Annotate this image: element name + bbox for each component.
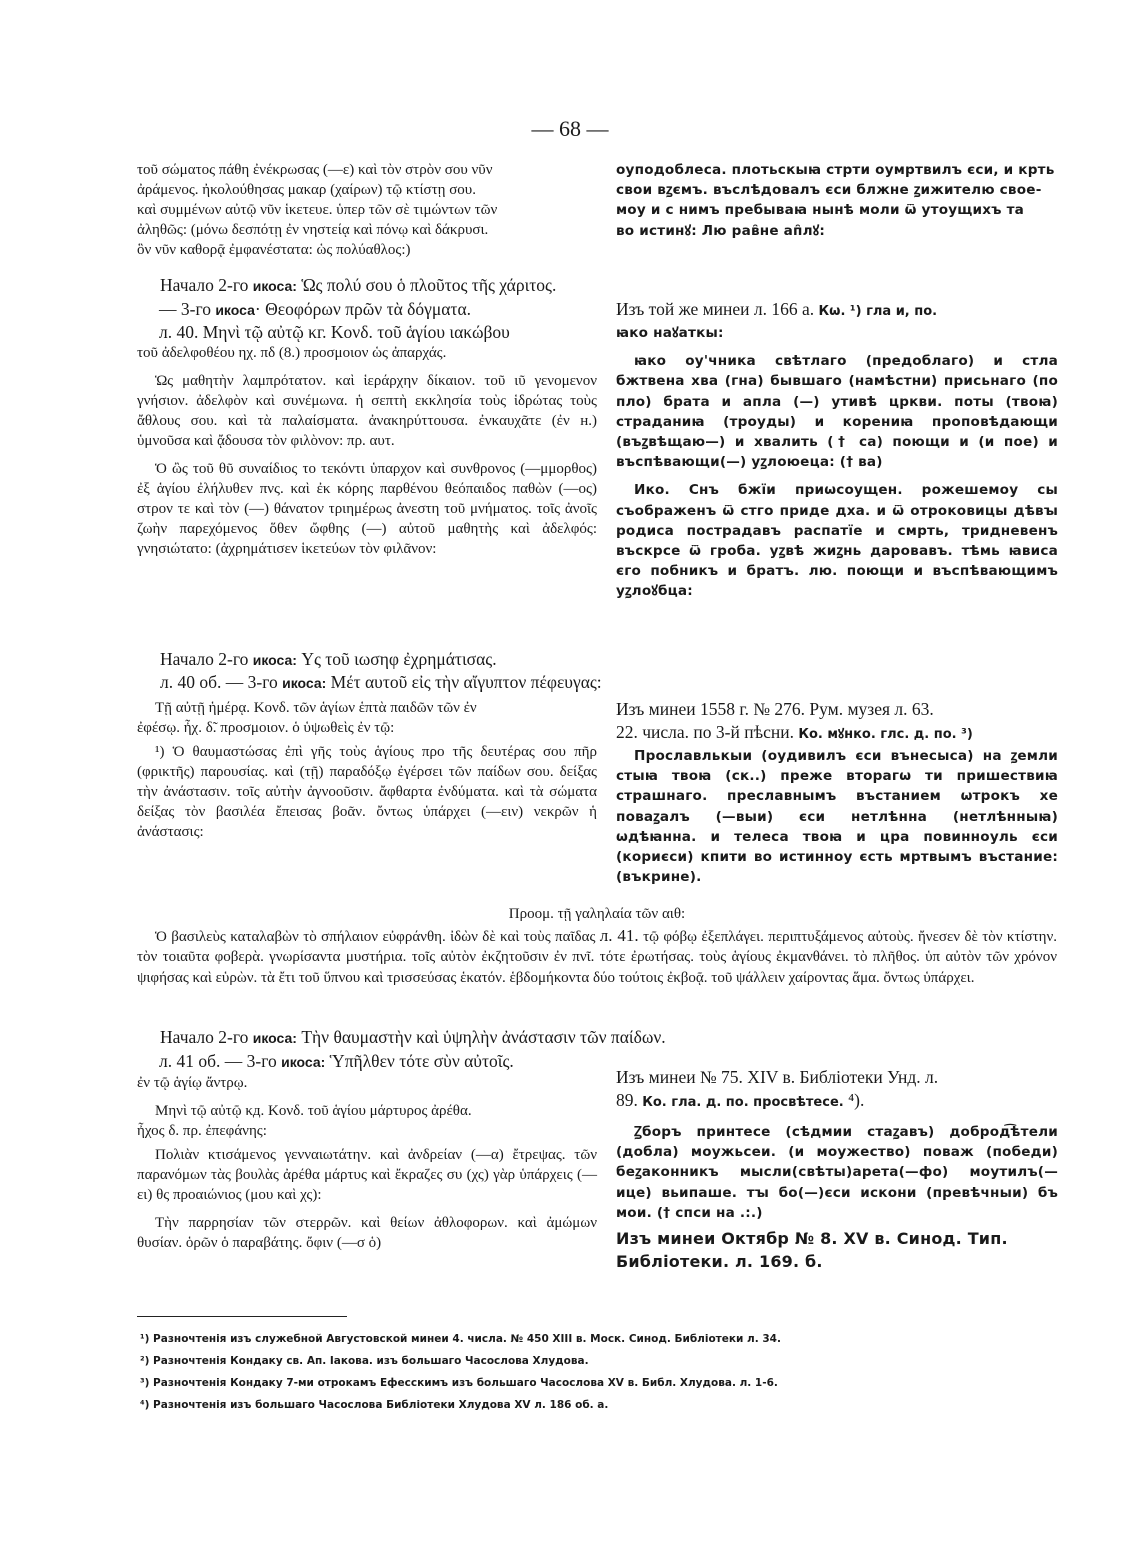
leaf-ref: л. 41. [599, 925, 639, 945]
footnote: ²) Разночтенія Кондаку св. Ап. Іакова. изъ большаго Часослова Хлудова. [140, 1355, 589, 1367]
ikos-text: Ὡς πολύ σου ὁ πλοῦτος τῆς χάριτος. [296, 275, 557, 295]
ikos-bold: икоса: [282, 675, 327, 691]
source-heading: Изъ той же минеи л. 166 а. [616, 299, 819, 319]
slavonic-ikos: Ико. Снъ бжїи приѡсоущен. рожешемоу сы съображенъ ѿ стго приде дха. и ѿ отроковицы дѣвꙑ родиса пострадавъ распатїе и смрть, тридневенъ въскрсе ѿ гроба. уꙁвѣ жиꙁнь даровавъ. тѣмь ꙗвиса єго побникъ и братъ. лю. поющи и въспѣвающимъ уꙁлоꙋбца: [616, 482, 1058, 600]
source-heading: Изъ минеи № 75. XIV в. Библіотеки Унд. л. [616, 1067, 939, 1087]
footnote: ³) Разночтенія Кондаку 7-ми отрокамъ Ефесскимъ изъ большаго Часослова XV в. Библ. Хлудова. л. 1-6. [140, 1377, 778, 1389]
source-heading: Изъ минеи 1558 г. № 276. Рум. музея л. 63. [616, 699, 934, 719]
ikos-text-paragraph: Ὁ ὢς τοῦ θῦ συναίδιος το τεκόντι ὑπαρχον καὶ συνθρονος (—μμορθος) ἐξ ἁγίου ἐλήλυθεν πνς. καὶ ἐκ κόρης παρθένου θεόπαιδος παθὼν (—ος) στρον τε καὶ τὸν (—) θάνατον τριημέρως ἀνεστη τοῦ μνήματος. τοῖς ἀνοῖς ζωὴν παρεχόμενος ὅθεν ὤφθης (—) αὐτοῦ μαθητὴς καὶ ἀδελφός: γνησιώτατο: (ἀχρημάτισεν ἱκετεύων τὸν φιλᾶνον: [137, 461, 597, 557]
source-code: Ко. мꙋнко. глс. д. по. ³) [798, 727, 973, 742]
left-column-seven-youths [137, 698, 597, 842]
kondak-text: Πολιὰν κτισάμενος γενναιωτάτην. καὶ ἀνδρείαν (—α) ἔτρεψας. τῶν παρανόμων τὰς βουλὰς ἀρέθα μάρτυς καὶ ἔκραζες συ (χς) γὰρ ὑπάρχεις (—ει) θς προαιώνιος (μου καὶ χς): [137, 1147, 597, 1203]
text-line: τοῦ σώματος πάθη ἐνέκρωσας (—ε) καὶ τὸν στρὸν σου νῦν [137, 162, 493, 178]
ikos-text: Ὑπῆλθεν τότε σὺν αὐτοῖς. [325, 1051, 514, 1071]
ikos-bold: икоса: [252, 652, 297, 668]
ikos-label: Начало 2-го [160, 275, 253, 295]
ikos-label: — 3-го [159, 299, 216, 319]
slavonic-line: ꙗко наꙋаткы: [616, 325, 724, 341]
text-line: ἐν τῷ ἁγίῳ ἄντρῳ. [137, 1075, 248, 1091]
ikos-text: Μέτ αυτοῦ εἰς τὴν αἴγυπτον πέφευγας: [326, 672, 602, 692]
text-line: ὃν νῦν καθορᾷ ἐμφανέστατα: ὡς πολύαθλος:) [137, 242, 411, 258]
source-heading: 89. [616, 1090, 643, 1110]
footnote-divider [137, 1316, 347, 1317]
text-line: ἐφέσῳ. ἦχ. δ̃. προσμοιον. ὁ ὑψωθεὶς ἐν τῷ: [137, 720, 395, 736]
footnote: ⁴) Разночтенія изъ большаго Часослова Библіотеки Хлудова XV л. 186 об. а. [140, 1399, 609, 1411]
full-width-block [137, 904, 1057, 988]
text-line: Τῇ αὐτῇ ἡμέρᾳ. Κονδ. τῶν ἁγίων ἑπτὰ παιδῶν τῶν ἐν [155, 700, 477, 716]
kondak-title: Μηνὶ τῷ αὐτῷ κг. Κονδ. τοῦ ἁγίου ιακώβου [202, 322, 510, 342]
source-code: Кѡ. ¹) гла и, по. [818, 304, 938, 319]
leaf-ref: л. 41 об. — 3-го [159, 1051, 282, 1071]
ikos-label: Начало 2-го [160, 1027, 253, 1047]
ikos-text: Τὴν θαυμαστὴν καὶ ὑψηλὴν ἀνάστασιν τῶν παίδων. [296, 1027, 666, 1047]
slavonic-line: во истинꙋ: Лю рав̑не ап̑лꙋ: [616, 222, 826, 239]
right-column-seven-youths [616, 698, 1058, 887]
page-number: — 68 — [531, 116, 609, 141]
ikos-bold: икоса: [252, 1030, 297, 1046]
ikos-label: Начало 2-го [160, 649, 253, 669]
ikos-text: Υς τοῦ ιωσηφ ἐχρημάτισας. [296, 649, 497, 669]
text-line: ἀληθῶς: (μόνω δεσπότῃ ἐν νηστείᾳ καὶ πόνῳ καὶ δάκρυσι. [137, 222, 489, 238]
slavonic-line: моу и с нимъ пребываꙗ нынѣ моли ѿ утоущихъ та [616, 202, 1025, 219]
text-line: τοῦ ἀδελφοθέου ηχ. πδ (8.) προσμοιον ὡς ἀπαρχάς. [137, 345, 447, 361]
right-column-top [616, 160, 1058, 241]
ikos-text: · Θεοφόρων πρῶν τὰ δόγματα. [254, 299, 472, 319]
ikos-start-line [160, 274, 1060, 297]
slavonic-line: оуподоблеса. плотьскыꙗ стрти оумртвилъ єси, и крть [616, 162, 1055, 178]
left-column-kondak-james [137, 298, 597, 559]
ikos-bold: икоса: [281, 1054, 326, 1070]
slavonic-kondak: Прославлькыи (оудивилъ єси вънесыса) на ꙁемли стыꙗ твоꙗ (ск..) преже вторагѡ ти пришествиꙗ страшнаго. преславнымъ въстанием ѡтрокъ хе поваꙁалъ (—выи) єси нетлѣнна (нетлѣнныꙗ) ѡдѣꙗнна. и телеса твоꙗ и цра повинноуль єси (кориєси) кпити во истинноу єсть мртвымъ въстание: (въкрине). [616, 748, 1058, 886]
slavonic-kondak: Ꙁборъ принтесе (сѣдмии стаꙁавъ) доброд͡ѣтели (добла) моужьсеи. (и моужество) поваж (победи) беꙁаконникъ мысли(свѣты)арета(—фо) моутилъ(—ице) вьипаше. тꙑ бо(—)єси искони (превѣчныи) бъ мои. († спси на .:.) [616, 1124, 1058, 1221]
source-heading: Изъ минеи Октябр № 8. XV в. Синод. Тип. [616, 1229, 1008, 1249]
text-line: ἀράμενος. ἠκολούθησας μακαρ (χαίρων) τῷ κτίστῃ σου. [137, 182, 476, 198]
right-column-kondak-james [616, 298, 1058, 602]
text-line: ἦχος δ. πρ. ἐπεφάνης: [137, 1123, 267, 1139]
left-column-top [137, 160, 597, 260]
ikos-bold: икоса [215, 302, 255, 318]
slavonic-line: свои вꙁємъ. въслѣдовалъ єси блжне ꙁижителю свое- [616, 182, 1042, 199]
prosomion-heading: Προομ. τῇ γαληλαία τῶν αιθ: [508, 906, 686, 922]
slavonic-kondak: ꙗко оу'чника свѣтлаго (предоблаго) и стла бжтвена хва (гна) бывшаго (намѣстни) присьнаго (по пло) брата и апла (—) утивѣ цркви. поты (твоꙗ) страданиꙗ (троуды) и корениꙗ проповѣдающи (въꙁвѣщаю—) и хвалить († са) поющи и (и пое) и въспѣвающи(—) уꙁлоюеца: († ва) [616, 353, 1058, 471]
source-heading: 22. числа. по 3-й пѣсни. [616, 722, 799, 742]
text-line: Μηνὶ τῷ αὐτῷ κд. Κονδ. τοῦ ἁγίου μάρτυρος ἀρέθα. [155, 1103, 472, 1119]
footnote: ¹) Разночтенія изъ служебной Августовской минеи 4. числа. № 450 XIII в. Моск. Синод. Библіотеки л. 34. [140, 1333, 781, 1345]
leaf-ref: л. 40. [159, 322, 203, 342]
ikos-text-paragraph: Τὴν παρρησίαν τῶν στερρῶν. καὶ θείων ἀθλοφορων. καὶ ἀμώμων θυσίαν. ὁρῶν ὁ παραβάτης. ὄφιν (—σ ὁ) [137, 1215, 597, 1251]
ikos-bold: икоса: [252, 278, 297, 294]
right-column-aretha [616, 1066, 1058, 1273]
text-line: καὶ συμμένων αὐτῷ νῦν ἱκετευε. ὑπερ τῶν σὲ τιμώντων τῶν [137, 202, 498, 218]
ikos-start-line [160, 648, 1060, 694]
kondak-text: ¹) Ὁ θαυμαστώσας ἐπὶ γῆς τοὺς ἁγίους προ τῆς δευτέρας σου πῆρ (φρικτῆς) παρουσίας. καὶ (τῇ) παραδόξῳ ἐγέρσει τῶν παίδων σου. δείξας τὴν ἀνάστασιν. τοῖς αὐτὴν ἀγνοοῦσιν. ἄφθαρτα ἐνδύματα. καὶ τὰ σώματα δείξας τὸν βασιλέα ἔπεισας βοᾶν. ὄντως ὑπάρχει (—ειν) νεκρῶν ἡ ἀνάστασις: [137, 744, 597, 840]
kondak-text: Ὡς μαθητὴν λαμπρότατον. καὶ ἱεράρχην δίκαιον. τοῦ ιῦ γενομενον γνήσιον. ἀδελφὸν καὶ συνέμωνα. ἡ σεπτὴ εκκλησία τοὺς ἱδρώτας τοὺς ἄθλους σου. καὶ τὰ παλαίσματα. ἀνακηρύττουσα. ἐνκαυχᾶτε (ἐν ʜ.) ὑμνοῦσα καὶ ᾄδουσα τὸν φιλὸνον: πρ. αυτ. [137, 373, 597, 449]
left-column-aretha [137, 1050, 597, 1253]
ikos-start-line [160, 1026, 1060, 1049]
source-code: Ко. гла. д. по. просвѣтесе. [642, 1095, 844, 1110]
source-heading: Библіотеки. л. 169. б. [616, 1252, 823, 1272]
ikos-text-paragraph: Ὁ βασιλεὺς καταλαβὼν τὸ σπήλαιον εὐφράνθη. ἰδὼν δὲ καὶ τοὺς παῖδας л. 41. τῷ φόβῳ ἐξεπλάγει. περιπτυξάμενος αὐτοὺς. ἤνεσεν δὲ τὸν κτίστην. τὸν τοιαῦτα φοβερὰ. γνωρίσαντα μυστήρια. τοῖς αὐτὸν ἐκζητοῦσιν ἐν πνῖ. τότε ἐρωτήσας. τοὺς ἁγίους ἐκμανθάνει. τὸ πλῆθος. ὑπ αὐτὸν τῶν χρόνον ψιφήσας καὶ εὑρὼν. τὰ ἔτι τοῦ ὕπνου καὶ τρισσεύσας ἑκατόν. ἑβδομήκοντα δύο τούτοις ἐκβοᾷ. τοῦ ψάλλειν χαίροντας ἅμα. ὄντως ὑπάρχει. [137, 925, 1058, 986]
leaf-ref: л. 40 об. — 3-го [160, 672, 283, 692]
footnote-ref: ⁴). [843, 1090, 865, 1110]
